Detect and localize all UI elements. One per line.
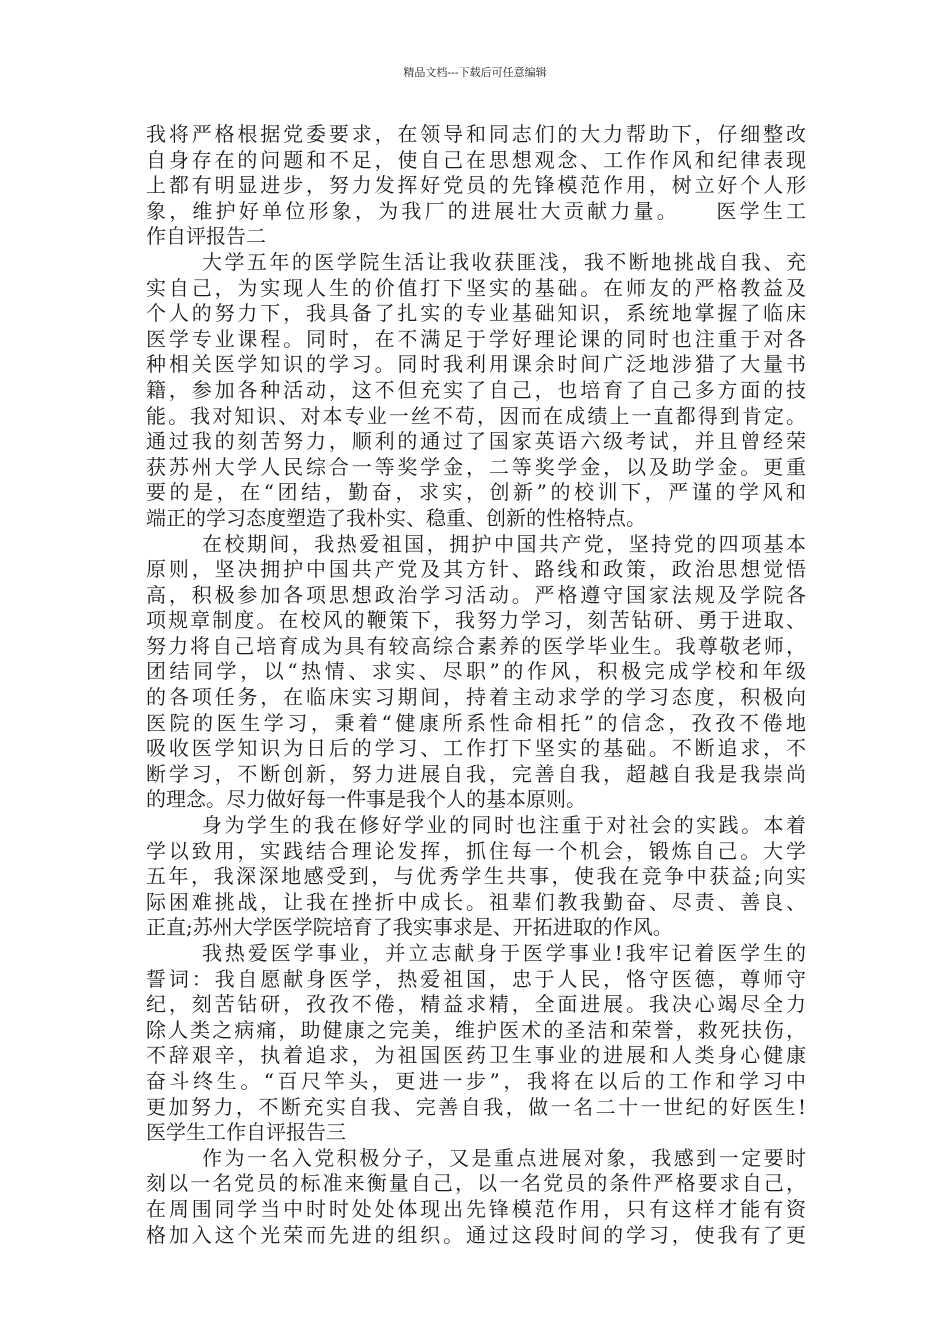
text-line: 际困难挑战，让我在挫折中成长。祖辈们教我勤奋、尽责、善良、: [146, 889, 806, 914]
text-line: 的理念。尽力做好每一件事是我个人的基本原则。: [146, 787, 586, 812]
text-line: 作自评报告二: [146, 224, 266, 249]
text-line: 吸收医学知识为日后的学习、工作打下坚实的基础。不断追求，不: [146, 736, 806, 761]
text-line: 断学习，不断创新，努力进展自我，完善自我，超越自我是我崇尚: [146, 761, 806, 786]
text-line: 五年，我深深地感受到，与优秀学生共事，使我在竞争中获益;向实: [146, 864, 806, 889]
text-line: 要的是，在“团结，勤奋，求实，创新”的校训下，严谨的学风和: [146, 480, 806, 505]
text-line: 在校期间，我热爱祖国，拥护中国共产党，坚持党的四项基本: [202, 531, 806, 556]
text-line: 正直;苏州大学医学院培育了我实事求是、开拓进取的作风。: [146, 915, 673, 940]
text-line: 我热爱医学事业，并立志献身于医学事业!我牢记着医学生的: [202, 941, 806, 965]
text-line: 自身存在的问题和不足，使自己在思想观念、工作作风和纪律表现: [146, 147, 806, 172]
text-line: 格加入这个光荣而先进的组织。通过这段时间的学习，使我有了更: [146, 1222, 806, 1247]
text-line: 能。我对知识、对本专业一丝不苟，因而在成绩上一直都得到肯定。: [146, 403, 806, 428]
text-line: 更加努力，不断充实自我、完善自我，做一名二十一世纪的好医生!: [146, 1094, 806, 1119]
text-line: 身为学生的我在修好学业的同时也注重于对社会的实践。本着: [202, 813, 806, 838]
text-line: 学以致用，实践结合理论发挥，抓住每一个机会，锻炼自己。大学: [146, 838, 806, 863]
text-line: 象，维护好单位形象，为我厂的进展壮大贡献力量。 医学生工: [146, 198, 806, 223]
text-line: 努力将自己培育成为具有较高综合素养的医学毕业生。我尊敬老师，: [146, 633, 806, 658]
text-line: 医院的医生学习，秉着“健康所系性命相托”的信念，孜孜不倦地: [146, 710, 806, 735]
text-line: 原则，坚决拥护中国共产党及其方针、路线和政策，政治思想觉悟: [146, 557, 806, 582]
text-line: 种相关医学知识的学习。同时我利用课余时间广泛地涉猎了大量书: [146, 352, 806, 377]
text-line: 上都有明显进步，努力发挥好党员的先锋模范作用，树立好个人形: [146, 173, 806, 198]
text-line: 通过我的刻苦努力，顺利的通过了国家英语六级考试，并且曾经荣: [146, 429, 806, 454]
text-line: 医学专业课程。同时，在不满足于学好理论课的同时也注重于对各: [146, 326, 806, 351]
text-line: 作为一名入党积极分子，又是重点进展对象，我感到一定要时: [202, 1145, 806, 1170]
text-line: 高，积极参加各项思想政治学习活动。严格遵守国家法规及学院各: [146, 582, 806, 607]
text-line: 端正的学习态度塑造了我朴实、稳重、创新的性格特点。: [146, 505, 646, 530]
text-line: 纪，刻苦钻研，孜孜不倦，精益求精，全面进展。我决心竭尽全力: [146, 992, 806, 1017]
text-line: 奋斗终生。“百尺竿头，更进一步”，我将在以后的工作和学习中: [146, 1068, 806, 1093]
text-line: 誓词：我自愿献身医学，热爱祖国，忠于人民，恪守医德，尊师守: [146, 966, 806, 991]
page-header: 精品文档---下载后可任意编辑: [403, 66, 547, 79]
text-line: 获苏州大学人民综合一等奖学金，二等奖学金，以及助学金。更重: [146, 454, 806, 479]
text-line: 籍，参加各种活动，这不但充实了自己，也培育了自己多方面的技: [146, 377, 806, 402]
text-line: 团结同学，以“热情、求实、尽职”的作风，积极完成学校和年级: [146, 659, 806, 684]
text-line: 的各项任务，在临床实习期间，持着主动求学的学习态度，积极向: [146, 685, 806, 710]
text-line: 个人的努力下，我具备了扎实的专业基础知识，系统地掌握了临床: [146, 301, 806, 326]
text-line: 项规章制度。在校风的鞭策下，我努力学习，刻苦钻研、勇于进取、: [146, 608, 806, 633]
text-line: 医学生工作自评报告三: [146, 1120, 346, 1145]
text-line: 大学五年的医学院生活让我收获匪浅，我不断地挑战自我、充: [202, 249, 806, 274]
document-body: [146, 122, 806, 1248]
text-line: 我将严格根据党委要求，在领导和同志们的大力帮助下，仔细整改: [146, 122, 806, 146]
text-line: 在周围同学当中时时处处体现出先锋模范作用，只有这样才能有资: [146, 1196, 806, 1221]
text-line: 除人类之病痛，助健康之完美，维护医术的圣洁和荣誉，救死扶伤，: [146, 1017, 806, 1042]
text-line: 实自己，为实现人生的价值打下坚实的基础。在师友的严格教益及: [146, 275, 806, 300]
text-line: 不辞艰辛，执着追求，为祖国医药卫生事业的进展和人类身心健康: [146, 1043, 806, 1068]
text-line: 刻以一名党员的标准来衡量自己，以一名党员的条件严格要求自己，: [146, 1171, 806, 1196]
